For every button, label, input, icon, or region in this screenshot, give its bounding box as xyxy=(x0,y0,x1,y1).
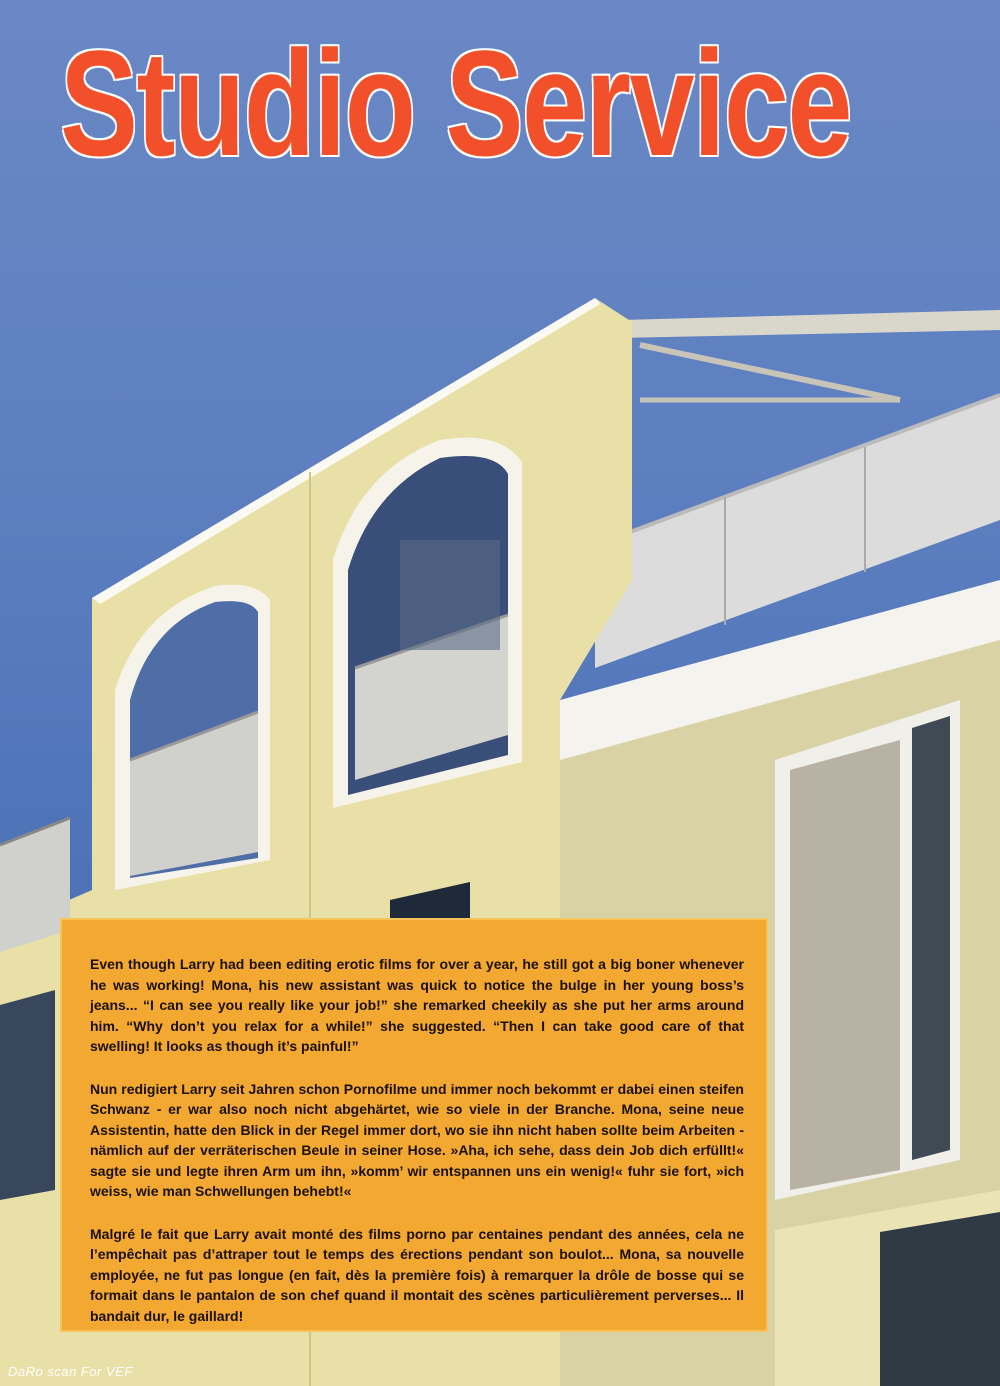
french-paragraph: Malgré le fait que Larry avait monté des films porno par centaines pendant des années, cela ne l’empêchait pas d’attraper tout le temps des érections pendant son boulot... Mona, sa nouvelle employée, ne fut pas longue (en fait, dès la première fois) à remarquer la drôle de bosse qui se formait dans le pantalon de son chef quand il montait des scènes particulièrement perverses... Il bandait dur, le gaillard! xyxy=(90,1225,744,1324)
scan-credit: DaRo scan For VEF xyxy=(8,1364,133,1379)
page-title: Studio Service xyxy=(60,19,851,187)
english-paragraph: Even though Larry had been editing erotic films for over a year, he still got a big boner whenever he was working! Mona, his new assistant was quick to notice the bulge in her young boss’s jeans... “I can see you really like your job!” she remarked cheekily as she put her arms around him. “Why don’t you relax for a while!” she suggested. “Then I can take good care of that swelling! It looks as though it’s painful!” xyxy=(90,956,744,1054)
german-paragraph: Nun redigiert Larry seit Jahren schon Pornofilme und immer noch bekommt er dabei einen steifen Schwanz - er war also noch nicht abgehärtet, wie so viele in der Branche. Mona, seine neue Assistentin, hatte den Blick in der Regel immer dort, wo sie ihn nicht haben sollte beim Arbeiten - nämlich auf der verräterischen Beule in seiner Hose. »Aha, ich sehe, dass dein Job dich erfüllt!« sagte sie und legte ihren Arm um ihn, »komm’ wir entspannen uns ein wenig!« fuhr sie fort, »ich weiss, wie man Schwellungen behebt!« xyxy=(90,1080,744,1199)
story-text-box xyxy=(60,918,768,1332)
